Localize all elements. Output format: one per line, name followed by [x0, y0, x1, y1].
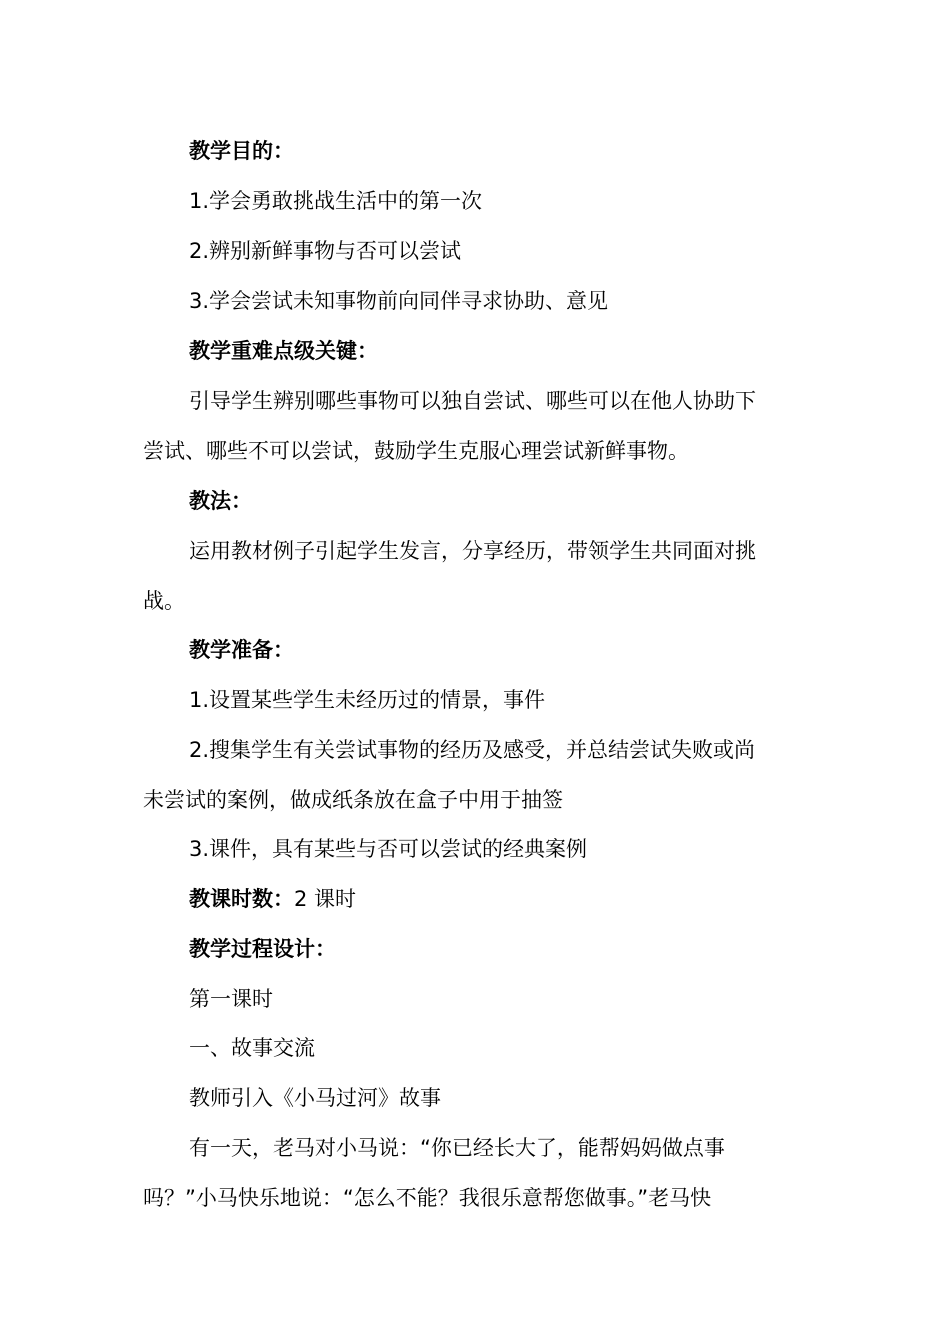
teaching-hours-line [189, 884, 813, 914]
key-points-paragraph-line-1: 引导学生辨别哪些事物可以独自尝试、哪些可以在他人协助下 [189, 389, 756, 413]
preparation-item-2-line-2: 未尝试的案例，做成纸条放在盒子中用于抽签 [143, 788, 563, 812]
section-one-title: 一、故事交流 [189, 1036, 315, 1060]
heading-teaching-objectives: 教学目的： [189, 139, 294, 163]
lesson-one-label: 第一课时 [189, 987, 273, 1011]
story-intro: 教师引入《小马过河》故事 [189, 1086, 441, 1110]
story-paragraph-line-2: 吗？”小马快乐地说：“怎么不能？我很乐意帮您做事。”老马快 [143, 1186, 712, 1210]
method-paragraph-line-2: 战。 [143, 589, 185, 613]
story-paragraph-line-1: 有一天，老马对小马说：“你已经长大了，能帮妈妈做点事 [189, 1136, 725, 1160]
objective-item-1: 1.学会勇敢挑战生活中的第一次 [189, 189, 483, 213]
heading-method: 教法： [189, 489, 252, 513]
preparation-item-1: 1.设置某些学生未经历过的情景，事件 [189, 688, 546, 712]
key-points-paragraph-line-2: 尝试、哪些不可以尝试，鼓励学生克服心理尝试新鲜事物。 [143, 439, 689, 463]
heading-preparation: 教学准备： [189, 638, 294, 662]
preparation-item-3: 3.课件，具有某些与否可以尝试的经典案例 [189, 837, 588, 861]
teaching-hours-value: 2 课时 [294, 887, 357, 911]
heading-teaching-hours: 教课时数： [189, 887, 294, 911]
method-paragraph-line-1: 运用教材例子引起学生发言，分享经历，带领学生共同面对挑 [189, 539, 756, 563]
objective-item-2: 2.辨别新鲜事物与否可以尝试 [189, 239, 462, 263]
objective-item-3: 3.学会尝试未知事物前向同伴寻求协助、意见 [189, 289, 609, 313]
heading-process-design: 教学过程设计： [189, 937, 336, 961]
preparation-item-2-line-1: 2.搜集学生有关尝试事物的经历及感受，并总结尝试失败或尚 [189, 738, 756, 762]
heading-key-points: 教学重难点级关键： [189, 339, 378, 363]
